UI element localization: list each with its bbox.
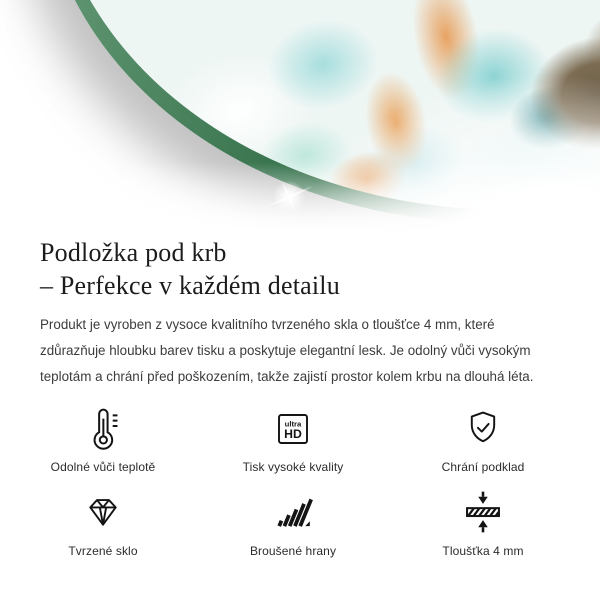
feature-label: Tisk vysoké kvality: [242, 460, 344, 474]
feature-label: Odolné vůči teplotě: [50, 460, 156, 474]
feature-tempered-glass: [8, 488, 198, 558]
shield-check-icon: [462, 404, 504, 450]
feature-label: Tvrzené sklo: [68, 544, 138, 558]
thickness-icon: [461, 488, 505, 534]
title-line-1: Podložka pod krb: [40, 238, 227, 267]
bevel-stripes-icon: [272, 488, 314, 534]
product-info-section: [0, 236, 600, 390]
feature-heat-resistant: [8, 404, 198, 474]
feature-thickness: [388, 488, 578, 558]
feature-label: Chrání podklad: [441, 460, 525, 474]
diamond-icon: [81, 488, 125, 534]
features-grid: [0, 404, 600, 558]
feature-label: Tloušťka 4 mm: [442, 544, 524, 558]
page-title: [40, 236, 560, 302]
feature-label: Broušené hrany: [249, 544, 337, 558]
product-image: [0, 0, 600, 232]
thermometer-icon: [81, 404, 125, 450]
product-description: Produkt je vyroben z vysoce kvalitního tvrzeného skla o tloušťce 4 mm, které zdůrazňuje hloubku barev tisku a poskytuje elegantní lesk. Je odolný vůči vysokým teplotám a chrání před poškozením, takže zajistí prostor kolem krbu na dlouhá léta.: [40, 317, 534, 384]
feature-polished-edges: [198, 488, 388, 558]
ultra-hd-icon-text-bottom: HD: [284, 427, 302, 442]
ultra-hd-icon-text-top: ultra: [284, 419, 302, 429]
feature-protects-surface: [388, 404, 578, 474]
title-line-2: – Perfekce v každém detailu: [40, 271, 340, 300]
feature-print-quality: [198, 404, 388, 474]
ultra-hd-icon: [272, 404, 314, 450]
